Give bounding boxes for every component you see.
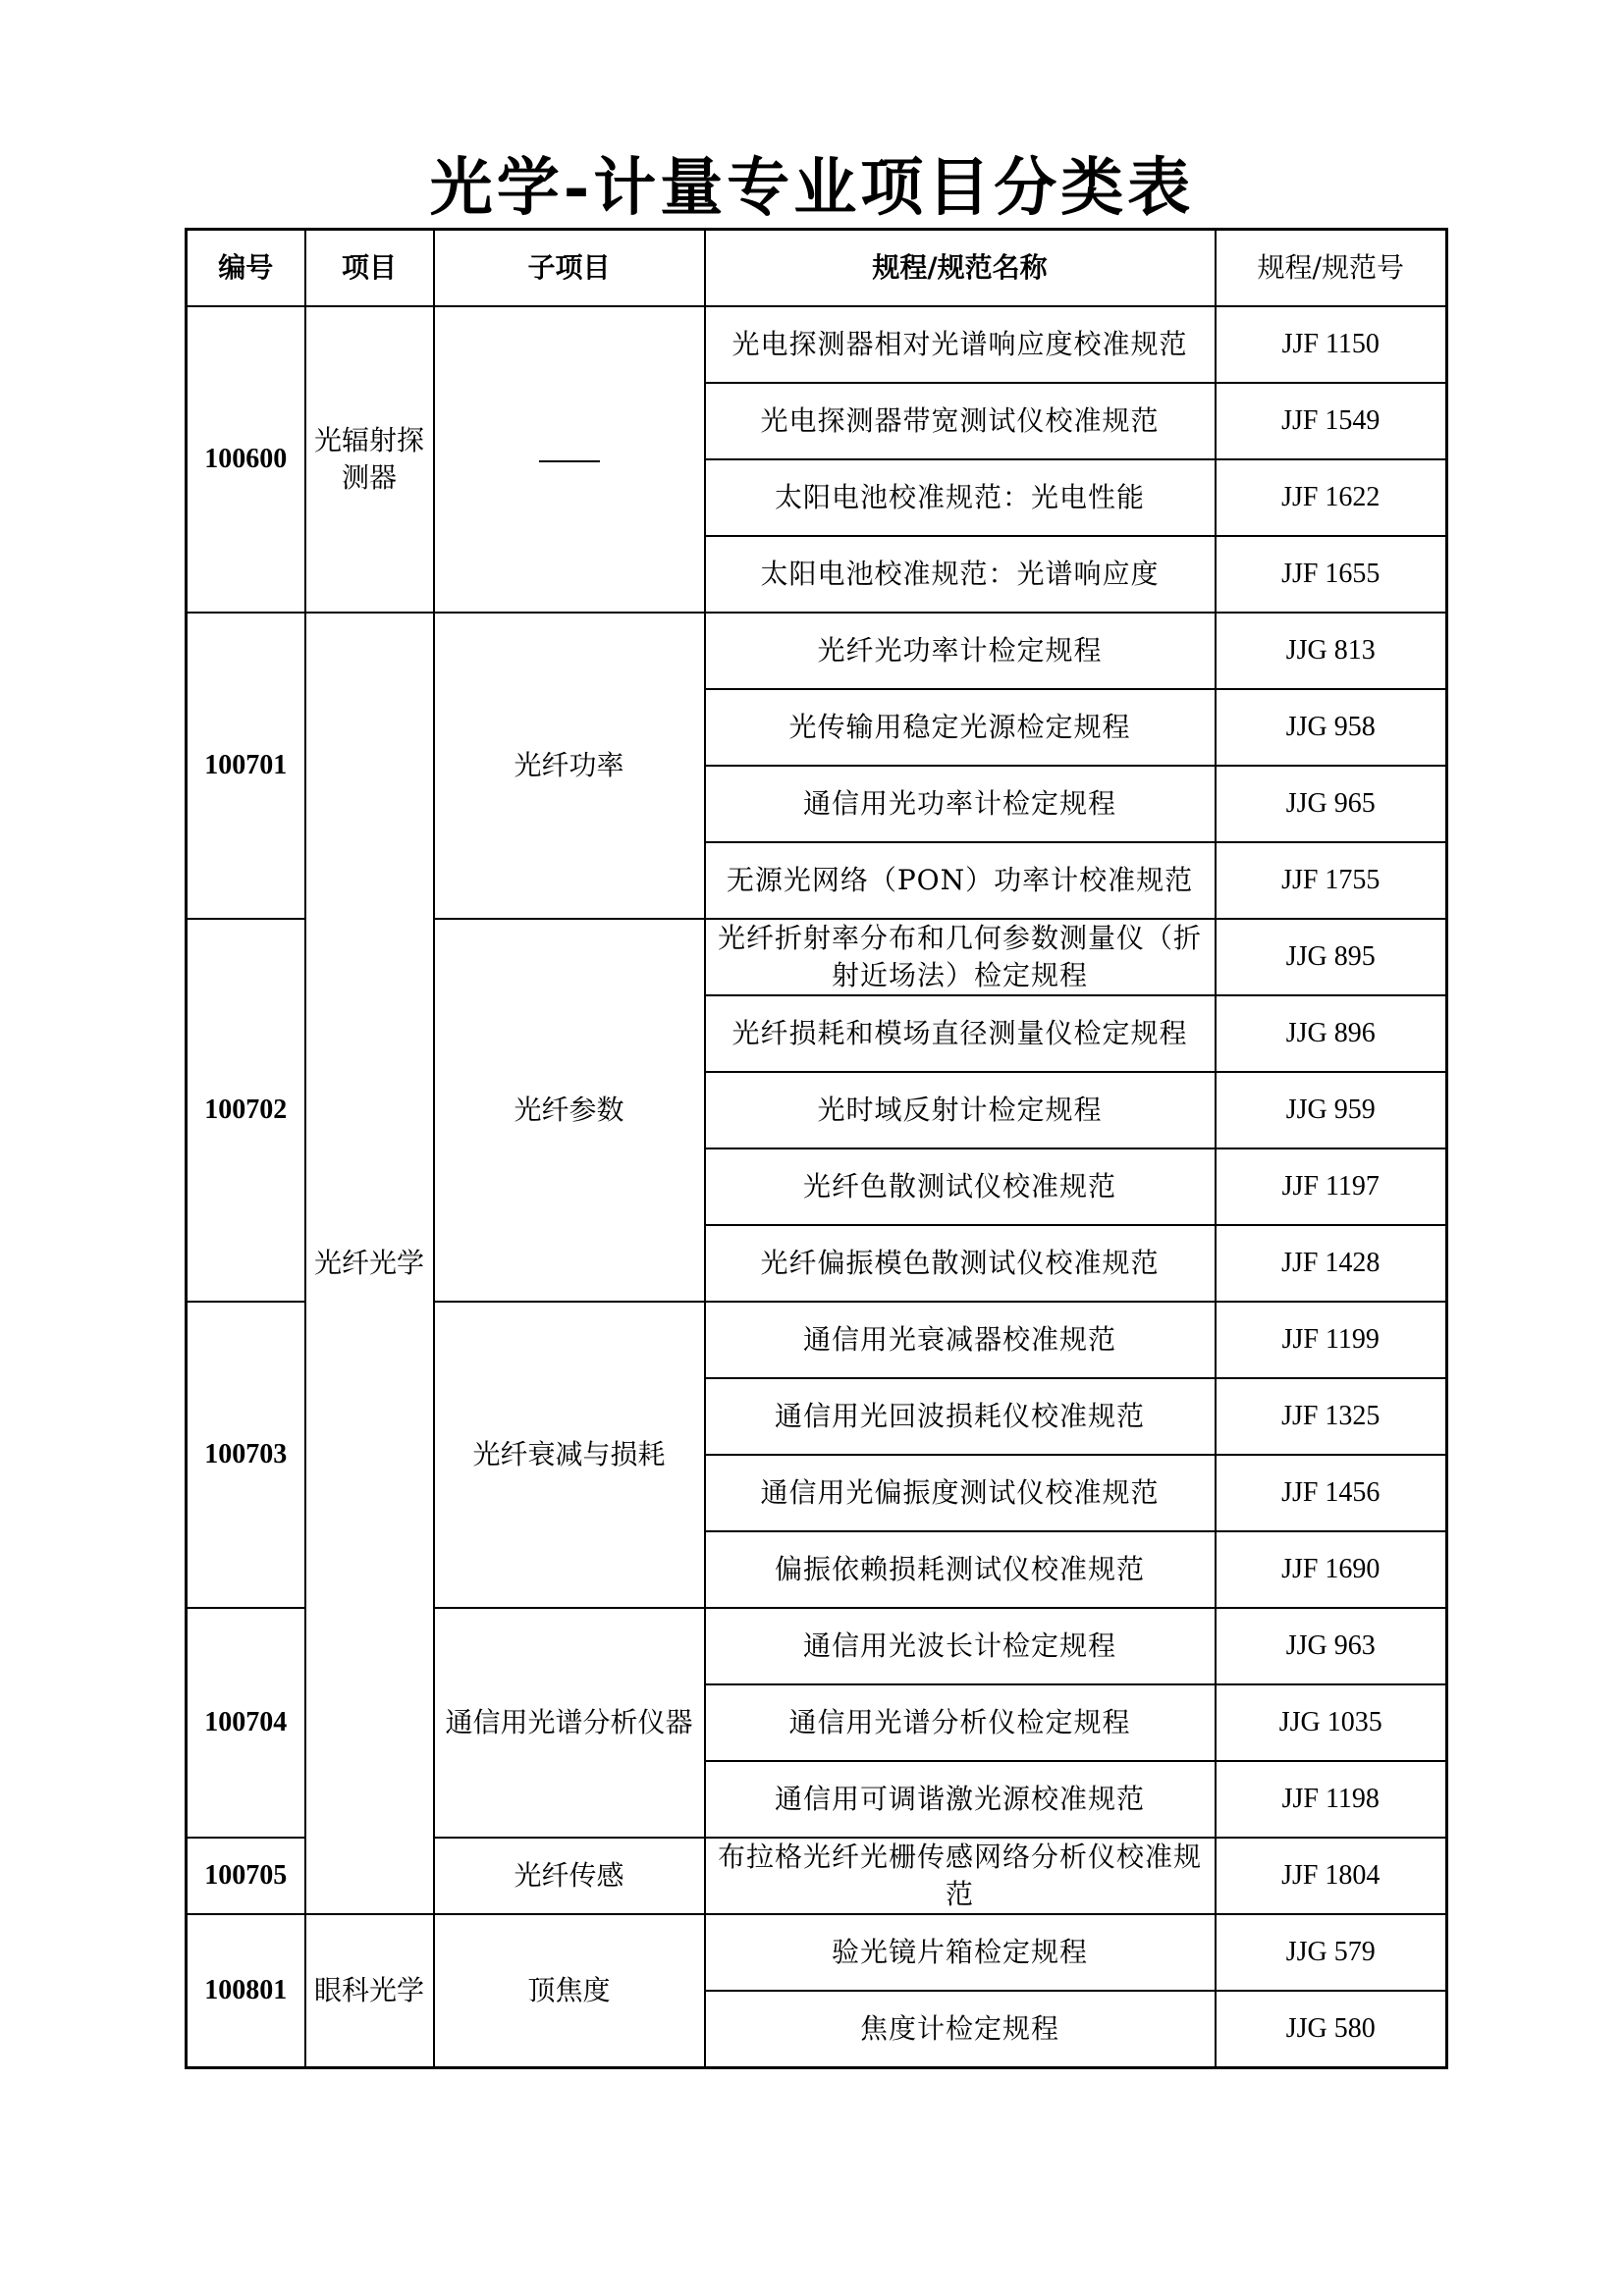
header-subproject: 子项目 (434, 230, 705, 307)
spec-name-cell: 光纤色散测试仪校准规范 (705, 1148, 1216, 1225)
spec-no-cell: JJF 1428 (1216, 1225, 1447, 1302)
spec-name-cell: 通信用光衰减器校准规范 (705, 1302, 1216, 1378)
spec-no-cell: JJG 580 (1216, 1991, 1447, 2068)
spec-name-cell: 光传输用稳定光源检定规程 (705, 689, 1216, 766)
spec-name-cell: 光时域反射计检定规程 (705, 1072, 1216, 1148)
spec-name-cell: 验光镜片箱检定规程 (705, 1914, 1216, 1991)
spec-no-cell: JJG 896 (1216, 995, 1447, 1072)
spec-name-cell: 通信用光回波损耗仪校准规范 (705, 1378, 1216, 1455)
project-cell: 光纤光学 (305, 613, 434, 1914)
spec-no-cell: JJF 1325 (1216, 1378, 1447, 1455)
spec-name-cell: 通信用可调谐激光源校准规范 (705, 1761, 1216, 1838)
code-cell: 100705 (187, 1838, 305, 1914)
spec-no-cell: JJF 1655 (1216, 536, 1447, 613)
code-cell: 100600 (187, 306, 305, 613)
dash-line (539, 460, 600, 462)
subproject-cell: 光纤参数 (434, 919, 705, 1302)
code-cell: 100701 (187, 613, 305, 919)
project-cell: 眼科光学 (305, 1914, 434, 2068)
spec-no-cell: JJG 959 (1216, 1072, 1447, 1148)
spec-name-cell: 太阳电池校准规范：光谱响应度 (705, 536, 1216, 613)
header-project: 项目 (305, 230, 434, 307)
spec-name-cell: 光电探测器相对光谱响应度校准规范 (705, 306, 1216, 383)
spec-no-cell: JJG 958 (1216, 689, 1447, 766)
spec-no-cell: JJF 1804 (1216, 1838, 1447, 1914)
header-row (187, 230, 1447, 307)
spec-name-cell: 光纤偏振模色散测试仪校准规范 (705, 1225, 1216, 1302)
spec-no-cell: JJG 813 (1216, 613, 1447, 689)
spec-name-cell: 偏振依赖损耗测试仪校准规范 (705, 1531, 1216, 1608)
spec-name-cell: 无源光网络（PON）功率计校准规范 (705, 842, 1216, 919)
header-spec-name: 规程/规范名称 (705, 230, 1216, 307)
header-spec-no: 规程/规范号 (1216, 230, 1447, 307)
spec-no-cell: JJG 895 (1216, 919, 1447, 995)
page-title: 光学-计量专业项目分类表 (429, 151, 1195, 225)
spec-name-cell: 太阳电池校准规范：光电性能 (705, 459, 1216, 536)
spec-no-cell: JJF 1198 (1216, 1761, 1447, 1838)
classification-table (185, 228, 1448, 2069)
subproject-cell: 光纤传感 (434, 1838, 705, 1914)
code-cell: 100704 (187, 1608, 305, 1838)
spec-no-cell: JJG 963 (1216, 1608, 1447, 1684)
subproject-cell-empty (434, 306, 705, 613)
subproject-cell: 光纤衰减与损耗 (434, 1302, 705, 1608)
table-row (187, 306, 1447, 383)
spec-no-cell: JJF 1199 (1216, 1302, 1447, 1378)
spec-no-cell: JJF 1197 (1216, 1148, 1447, 1225)
subproject-cell: 光纤功率 (434, 613, 705, 919)
spec-no-cell: JJF 1549 (1216, 383, 1447, 459)
header-code: 编号 (187, 230, 305, 307)
spec-name-cell: 通信用光谱分析仪检定规程 (705, 1684, 1216, 1761)
code-cell: 100801 (187, 1914, 305, 2068)
spec-no-cell: JJF 1150 (1216, 306, 1447, 383)
spec-name-cell: 光纤损耗和模场直径测量仪检定规程 (705, 995, 1216, 1072)
spec-name-cell: 光纤折射率分布和几何参数测量仪（折射近场法）检定规程 (705, 919, 1216, 995)
code-cell: 100703 (187, 1302, 305, 1608)
table-row (187, 1914, 1447, 1991)
spec-no-cell: JJF 1622 (1216, 459, 1447, 536)
spec-name-cell: 光纤光功率计检定规程 (705, 613, 1216, 689)
spec-no-cell: JJF 1690 (1216, 1531, 1447, 1608)
subproject-cell: 顶焦度 (434, 1914, 705, 2068)
spec-no-cell: JJF 1456 (1216, 1455, 1447, 1531)
subproject-cell: 通信用光谱分析仪器 (434, 1608, 705, 1838)
spec-name-cell: 通信用光功率计检定规程 (705, 766, 1216, 842)
spec-name-cell: 通信用光波长计检定规程 (705, 1608, 1216, 1684)
spec-no-cell: JJG 579 (1216, 1914, 1447, 1991)
spec-no-cell: JJF 1755 (1216, 842, 1447, 919)
spec-name-cell: 通信用光偏振度测试仪校准规范 (705, 1455, 1216, 1531)
spec-no-cell: JJG 965 (1216, 766, 1447, 842)
spec-name-cell: 光电探测器带宽测试仪校准规范 (705, 383, 1216, 459)
table-row (187, 613, 1447, 689)
spec-no-cell: JJG 1035 (1216, 1684, 1447, 1761)
spec-name-cell: 焦度计检定规程 (705, 1991, 1216, 2068)
project-cell: 光辐射探测器 (305, 306, 434, 613)
code-cell: 100702 (187, 919, 305, 1302)
spec-name-cell: 布拉格光纤光栅传感网络分析仪校准规范 (705, 1838, 1216, 1914)
